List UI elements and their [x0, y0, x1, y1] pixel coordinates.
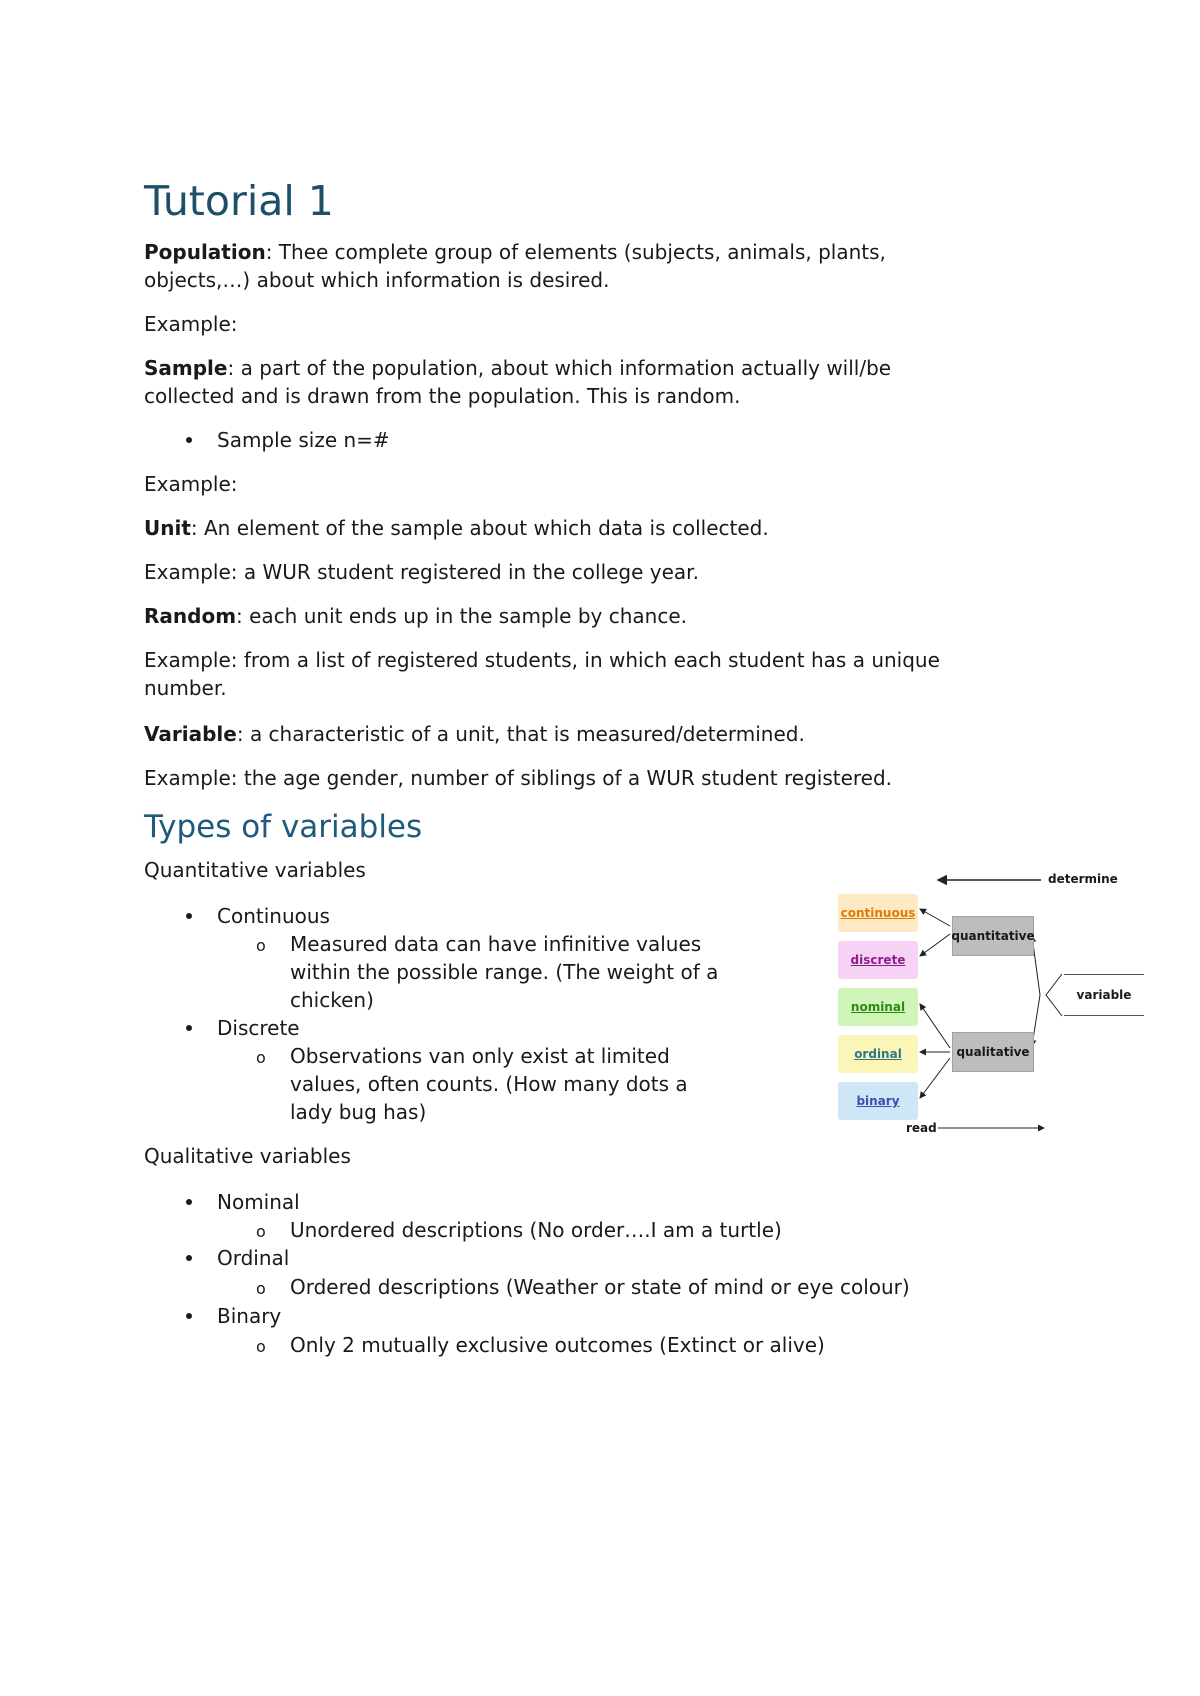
continuous-box: continuous [838, 894, 918, 932]
sample-text-line2: collected and is drawn from the population. This is random. [144, 384, 741, 408]
binary-desc: Only 2 mutually exclusive outcomes (Extinct or alive) [290, 1333, 825, 1357]
random-definition [144, 602, 687, 630]
bullet-dot [186, 913, 192, 919]
population-definition [144, 238, 886, 266]
variable-types-diagram [826, 864, 1146, 1134]
ordinal-desc: Ordered descriptions (Weather or state of mind or eye colour) [290, 1275, 910, 1299]
qualitative-box: qualitative [952, 1032, 1034, 1072]
population-term: Population [144, 240, 266, 264]
random-example-line2: number. [144, 676, 227, 700]
nominal-desc: Unordered descriptions (No order….I am a turtle) [290, 1218, 782, 1242]
page-title: Tutorial 1 [144, 177, 334, 225]
unit-term: Unit [144, 516, 191, 540]
ordinal-item: Ordinal [217, 1246, 290, 1270]
unit-text: : An element of the sample about which data is collected. [190, 516, 769, 540]
bullet-dot [186, 437, 192, 443]
binary-box: binary [838, 1082, 918, 1120]
continuous-desc-line3: chicken) [290, 988, 374, 1012]
random-term: Random [144, 604, 237, 628]
unit-example: Example: a WUR student registered in the college year. [144, 560, 699, 584]
discrete-box: discrete [838, 941, 918, 979]
bullet-dot [186, 1199, 192, 1205]
discrete-desc-line3: lady bug has) [290, 1100, 427, 1124]
sample-term: Sample [144, 356, 228, 380]
continuous-desc-line2: within the possible range. (The weight of a [290, 960, 719, 984]
sample-size-item: Sample size n=# [217, 428, 390, 452]
unit-definition [144, 514, 769, 542]
variable-definition [144, 720, 805, 748]
continuous-desc-line1: Measured data can have infinitive values [290, 932, 702, 956]
nominal-box: nominal [838, 988, 918, 1026]
variable-example: Example: the age gender, number of siblings of a WUR student registered. [144, 766, 893, 790]
qualitative-heading: Qualitative variables [144, 1144, 351, 1168]
variable-box: variable [1064, 974, 1144, 1016]
discrete-desc-line1: Observations van only exist at limited [290, 1044, 670, 1068]
nominal-item: Nominal [217, 1190, 300, 1214]
binary-item: Binary [217, 1304, 282, 1328]
discrete-desc-line2: values, often counts. (How many dots a [290, 1072, 688, 1096]
quantitative-box: quantitative [952, 916, 1034, 956]
population-text-line1: : Thee complete group of elements (subjects, animals, plants, [265, 240, 886, 264]
sub-bullet-marker: o [256, 1279, 266, 1298]
bullet-dot [186, 1255, 192, 1261]
sub-bullet-marker: o [256, 1337, 266, 1356]
example-label-2: Example: [144, 472, 238, 496]
discrete-item: Discrete [217, 1016, 300, 1040]
sample-definition [144, 354, 891, 382]
types-heading: Types of variables [144, 809, 423, 845]
continuous-item: Continuous [217, 904, 330, 928]
population-text-line2: objects,…) about which information is desired. [144, 268, 610, 292]
determine-label: determine [1048, 872, 1118, 886]
read-label: read [906, 1121, 937, 1135]
bullet-dot [186, 1025, 192, 1031]
sub-bullet-marker: o [256, 936, 266, 955]
sub-bullet-marker: o [256, 1048, 266, 1067]
variable-text: : a characteristic of a unit, that is measured/determined. [236, 722, 805, 746]
ordinal-box: ordinal [838, 1035, 918, 1073]
random-example-line1: Example: from a list of registered students, in which each student has a unique [144, 648, 940, 672]
sub-bullet-marker: o [256, 1222, 266, 1241]
example-label-1: Example: [144, 312, 238, 336]
sample-text-line1: : a part of the population, about which information actually will/be [227, 356, 892, 380]
random-text: : each unit ends up in the sample by chance. [236, 604, 687, 628]
variable-term: Variable [144, 722, 237, 746]
quantitative-heading: Quantitative variables [144, 858, 366, 882]
bullet-dot [186, 1313, 192, 1319]
